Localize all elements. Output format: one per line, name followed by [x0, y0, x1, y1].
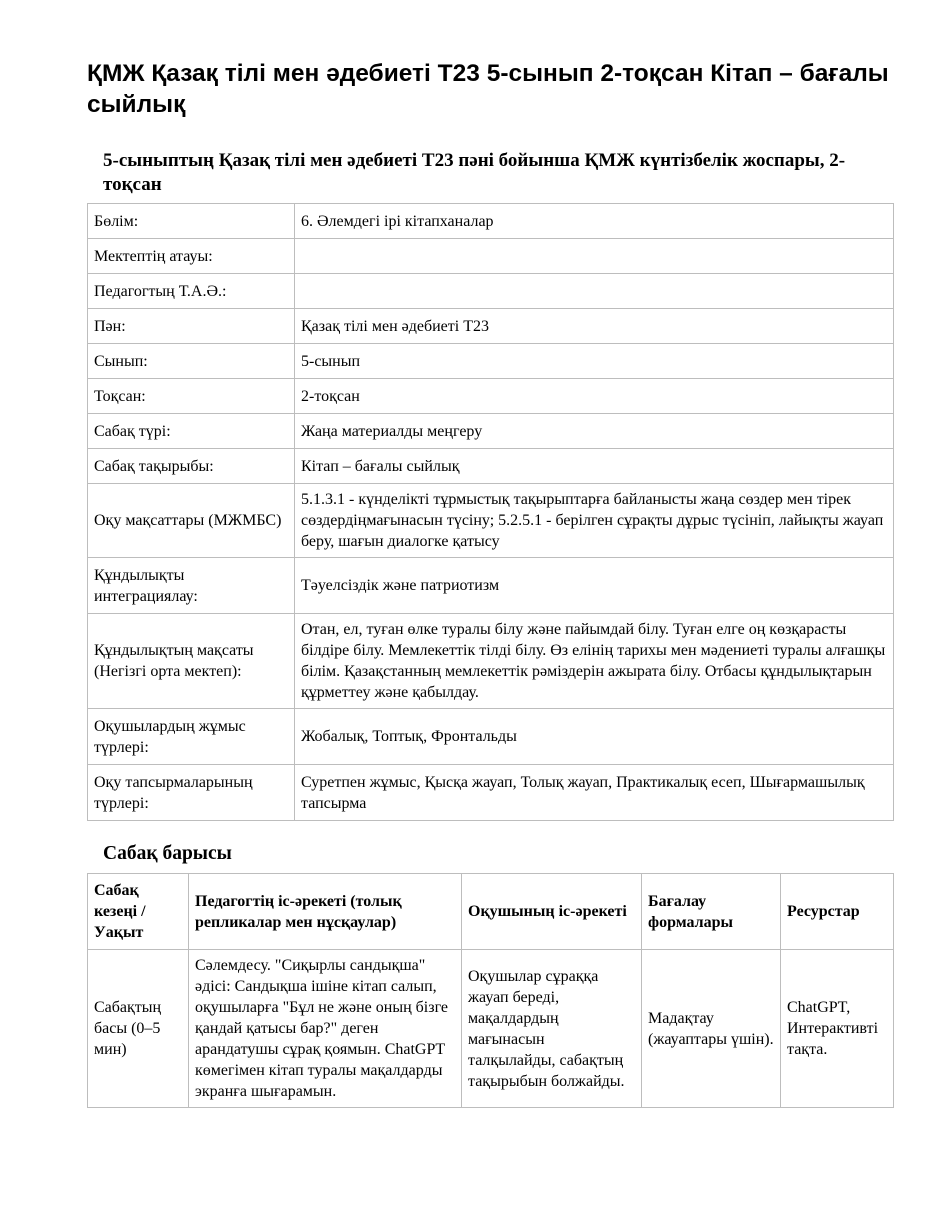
lesson-info-table: [87, 203, 894, 821]
table-row: [88, 709, 894, 765]
column-header-resources: Ресурстар: [781, 874, 894, 950]
info-label: Педагогтың Т.А.Ә.:: [88, 274, 295, 309]
info-label: Мектептің атауы:: [88, 239, 295, 274]
plan-subtitle: 5-сыныптың Қазақ тілі мен әдебиеті Т23 пәні бойынша ҚМЖ күнтізбелік жоспары, 2-тоқсан: [103, 150, 846, 195]
table-row: [88, 344, 894, 379]
info-label: Оқу тапсырмаларының түрлері:: [88, 765, 295, 821]
assessment-cell: Мадақтау (жауаптары үшін).: [642, 950, 781, 1108]
column-header-teacher: Педагогтің іс-әрекеті (толық репликалар мен нұсқаулар): [189, 874, 462, 950]
student-activity-cell: Оқушылар сұраққа жауап береді, мақалдардың мағынасын талқылайды, сабақтың тақырыбын болжайды.: [462, 950, 642, 1108]
table-row: [88, 379, 894, 414]
info-label: Құндылықтың мақсаты (Негізгі орта мектеп):: [88, 614, 295, 709]
info-value: [295, 274, 894, 309]
resources-cell: ChatGPT, Интерактивті тақта.: [781, 950, 894, 1108]
page-title: ҚМЖ Қазақ тілі мен әдебиеті Т23 5-сынып 2-тоқсан Кітап – бағалы сыйлық: [87, 60, 889, 118]
info-label: Тоқсан:: [88, 379, 295, 414]
info-value: Отан, ел, туған өлке туралы білу және пайымдай білу. Туған елге оң көзқарасты білдіре білу. Мемлекеттік тілді білу. Өз елінің тарихы мен мәдениеті туралы алғашқы білім. Қазақстанның мемлекеттік рәміздерін ажырата білу. Отбасы құндылықтарын құрметтеу және қабылдау.: [295, 614, 894, 709]
info-value: Жаңа материалды меңгеру: [295, 414, 894, 449]
info-value: Қазақ тілі мен әдебиеті Т23: [295, 309, 894, 344]
table-row: [88, 274, 894, 309]
info-value: 5.1.3.1 - күнделікті тұрмыстық тақырыптарға байланысты жаңа сөздер мен тірек сөздердіңмағынасын түсіну; 5.2.5.1 - берілген сұрақты дұрыс түсініп, лайықты жауап беру, шағын диалогке қатысу: [295, 484, 894, 558]
info-value: 2-тоқсан: [295, 379, 894, 414]
stage-cell: Сабақтың басы (0–5 мин): [88, 950, 189, 1108]
info-value: Кітап – бағалы сыйлық: [295, 449, 894, 484]
section-title: Сабақ барысы: [103, 843, 232, 864]
table-row: [88, 309, 894, 344]
table-row: [88, 558, 894, 614]
info-value: Тәуелсіздік және патриотизм: [295, 558, 894, 614]
table-row: [88, 239, 894, 274]
column-header-student: Оқушының іс-әрекеті: [462, 874, 642, 950]
info-value: Суретпен жұмыс, Қысқа жауап, Толық жауап, Практикалық есеп, Шығармашылық тапсырма: [295, 765, 894, 821]
column-header-stage: Сабақ кезеңі / Уақыт: [88, 874, 189, 950]
table-row: [88, 765, 894, 821]
table-row: [88, 449, 894, 484]
info-value: 5-сынып: [295, 344, 894, 379]
table-header-row: [88, 874, 894, 950]
lesson-flow-table: [87, 873, 894, 1108]
table-row: [88, 414, 894, 449]
table-row: [88, 950, 894, 1108]
info-label: Пән:: [88, 309, 295, 344]
column-header-assessment: Бағалау формалары: [642, 874, 781, 950]
info-label: Оқушылардың жұмыс түрлері:: [88, 709, 295, 765]
info-label: Бөлім:: [88, 204, 295, 239]
table-row: [88, 614, 894, 709]
info-value: Жобалық, Топтық, Фронтальды: [295, 709, 894, 765]
table-row: [88, 484, 894, 558]
info-label: Сынып:: [88, 344, 295, 379]
table-row: [88, 204, 894, 239]
info-value: [295, 239, 894, 274]
info-label: Сабақ тақырыбы:: [88, 449, 295, 484]
info-label: Оқу мақсаттары (МЖМБС): [88, 484, 295, 558]
info-value: 6. Әлемдегі ірі кітапханалар: [295, 204, 894, 239]
info-label: Құндылықты интеграциялау:: [88, 558, 295, 614]
teacher-activity-cell: Сәлемдесу. "Сиқырлы сандықша" әдісі: Сандықша ішіне кітап салып, оқушыларға "Бұл не және оның бізге қандай қатысы бар?" деген арандатушы сұрақ қоямын. ChatGPT көмегімен кітап туралы мақалдарды экранға шығарамын.: [189, 950, 462, 1108]
info-label: Сабақ түрі:: [88, 414, 295, 449]
